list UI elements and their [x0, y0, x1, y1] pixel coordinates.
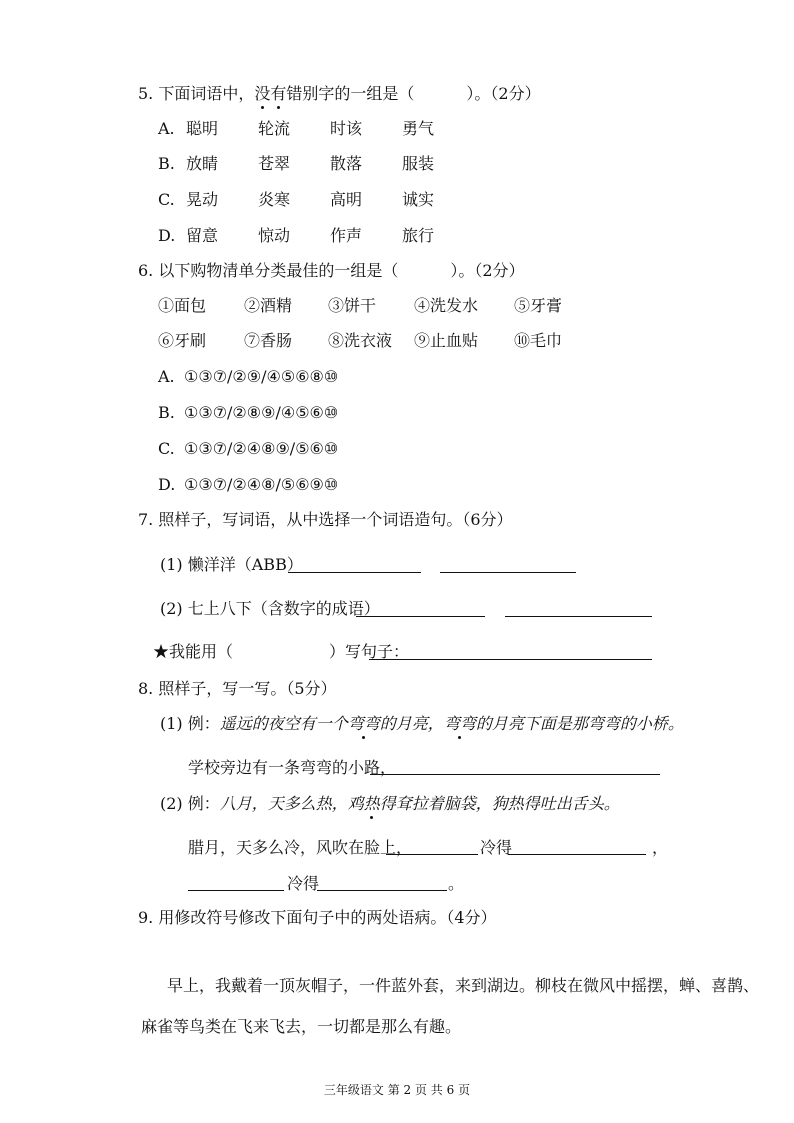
q5-option-a-word: 勇气	[402, 119, 435, 138]
q7-sub1: (1) 懒洋洋（ABB）	[160, 555, 303, 574]
q7-sub2-blank-2[interactable]	[505, 600, 652, 617]
q8-fill-1-text: 学校旁边有一条弯弯的小路，	[188, 758, 397, 777]
q6-option-d-label: D.	[158, 475, 176, 494]
q7-sub2: (2) 七上八下（含数字的成语）	[160, 599, 380, 618]
q8-example-2: (2) 例：八月，天多么热，鸡热得耷拉着脑袋，狗热得吐出舌头。	[160, 794, 620, 813]
q8-fill-2-text: 冷得	[287, 874, 320, 893]
q5-option-b-word: 放睛	[186, 154, 219, 173]
q8-fill-2-blank-4[interactable]	[317, 874, 447, 891]
q8-example-1: (1) 例：遥远的夜空有一个弯弯的月亮，弯弯的月亮下面是那弯弯的小桥。	[160, 714, 684, 733]
q8-fill-1-blank[interactable]	[370, 758, 660, 775]
q7-star-line: ★我能用（ ）写句子：	[153, 642, 410, 661]
q6-option-b-label: B.	[158, 403, 175, 422]
q5-option-b-label: B.	[158, 154, 175, 173]
q8-fill-2-comma: ，	[652, 838, 669, 857]
q8-fill-2-text: 腊月，天多么冷，风吹在脸上，	[188, 838, 413, 857]
q5-option-d-label: D.	[158, 226, 176, 245]
q9-paragraph-line-2: 麻雀等鸟类在飞来飞去，一切都是那么有趣。	[141, 1017, 462, 1036]
q5-option-a-word: 聪明	[186, 119, 219, 138]
q8-fill-2-period: 。	[448, 874, 465, 893]
q8-fill-2-blank-1[interactable]	[386, 838, 478, 855]
page-footer: 三年级语文 第 2 页 共 6 页	[323, 1083, 471, 1097]
q6-item: ④洗发水	[414, 296, 479, 315]
q5-option-c-word: 炎寒	[258, 190, 291, 209]
q6-item: ⑧洗衣液	[328, 331, 393, 350]
q8-title: 8. 照样子，写一写。（5分）	[138, 679, 337, 698]
q8-fill-2-blank-3[interactable]	[188, 874, 284, 891]
q8-fill-2-text: 冷得	[480, 838, 513, 857]
q7-sub2-blank-1[interactable]	[356, 600, 485, 617]
q6-option-a-label: A.	[158, 367, 175, 386]
q7-sub1-blank-2[interactable]	[440, 556, 576, 573]
q8-fill-2-blank-2[interactable]	[508, 838, 646, 855]
q5-option-c-word: 诚实	[402, 190, 435, 209]
q7-star-blank[interactable]	[369, 643, 652, 660]
q6-item: ⑥牙刷	[158, 331, 207, 350]
q5-option-a-word: 轮流	[258, 119, 291, 138]
q6-item: ⑨止血贴	[414, 331, 479, 350]
q6-item: ①面包	[158, 296, 207, 315]
q5-option-b-word: 散落	[330, 154, 363, 173]
q5-title: 5. 下面词语中，没有错别字的一组是（ ）。（2分）	[138, 84, 541, 103]
q6-option-c-label: C.	[158, 439, 175, 458]
q7-title: 7. 照样子，写词语，从中选择一个词语造句。（6分）	[138, 510, 513, 529]
q6-item: ⑤牙膏	[514, 296, 563, 315]
q6-item: ⑦香肠	[244, 331, 293, 350]
q6-item: ③饼干	[328, 296, 377, 315]
q7-sub1-blank-1[interactable]	[288, 556, 421, 573]
q6-option-d-text: ①③⑦/②④⑧/⑤⑥⑨⑩	[184, 475, 339, 494]
q5-option-b-word: 服装	[402, 154, 435, 173]
q6-item: ②酒精	[244, 296, 293, 315]
q5-option-c-word: 晃动	[186, 190, 219, 209]
q5-option-c-label: C.	[158, 190, 175, 209]
q5-option-a-label: A.	[158, 119, 175, 138]
q5-option-a-word: 时该	[330, 119, 363, 138]
q5-option-b-word: 苍翠	[258, 154, 291, 173]
q5-option-d-word: 留意	[186, 226, 219, 245]
q5-option-d-word: 作声	[330, 226, 363, 245]
q9-title: 9. 用修改符号修改下面句子中的两处语病。（4分）	[138, 908, 497, 927]
q6-title: 6. 以下购物清单分类最佳的一组是（ ）。（2分）	[138, 261, 525, 280]
q6-option-a-text: ①③⑦/②⑨/④⑤⑥⑧⑩	[184, 367, 339, 386]
q9-paragraph-line-1: 早上，我戴着一顶灰帽子，一件蓝外套，来到湖边。柳枝在微风中摇摆，蝉、喜鹊、	[167, 976, 760, 995]
q5-option-d-word: 惊动	[258, 226, 291, 245]
q6-option-b-text: ①③⑦/②⑧⑨/④⑤⑥⑩	[184, 403, 339, 422]
q6-item: ⑩毛巾	[514, 331, 563, 350]
q6-option-c-text: ①③⑦/②④⑧⑨/⑤⑥⑩	[184, 439, 339, 458]
q5-option-d-word: 旅行	[402, 226, 435, 245]
q5-option-c-word: 高明	[330, 190, 363, 209]
